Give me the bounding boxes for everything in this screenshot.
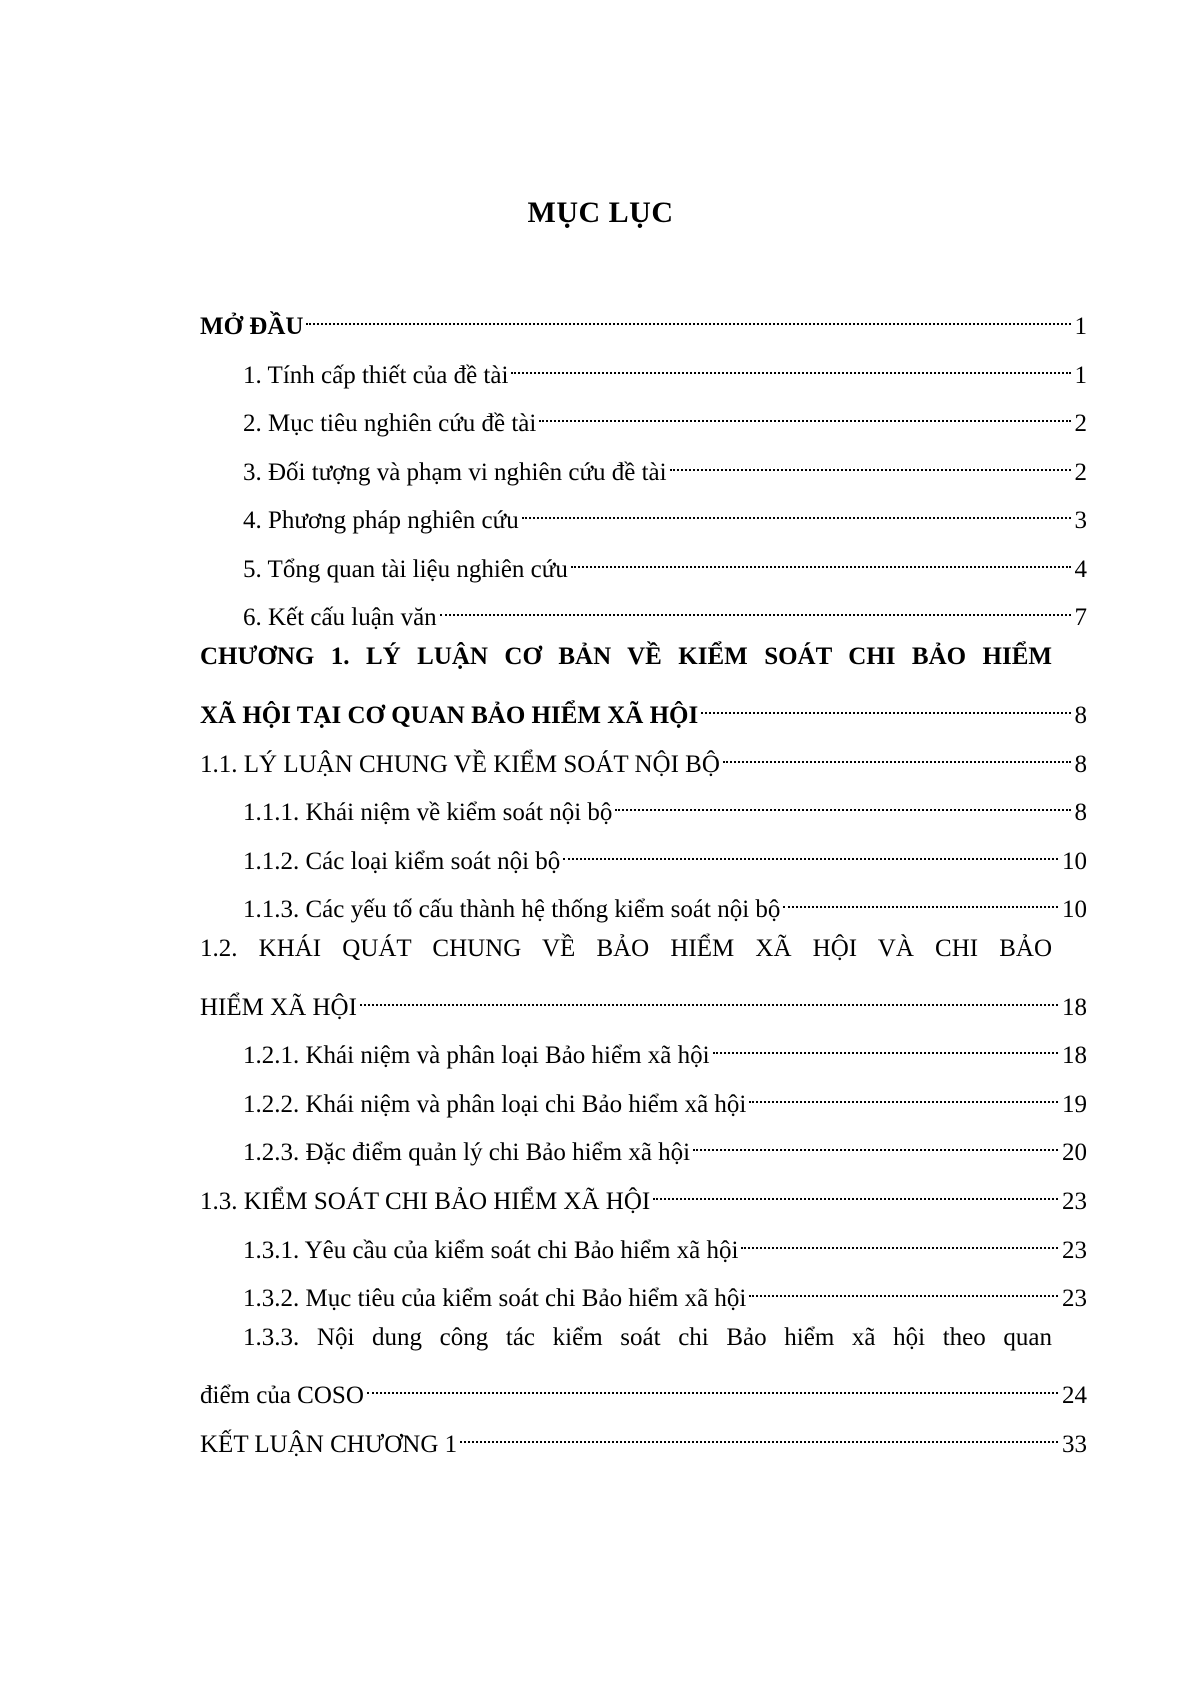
toc-entry-label: 5. Tổng quan tài liệu nghiên cứu — [243, 556, 568, 583]
toc-entry-mo-dau[interactable] — [200, 300, 1087, 340]
toc-page-number: 2 — [1074, 410, 1087, 437]
toc-entry-label: KẾT LUẬN CHƯƠNG 1 — [200, 1431, 458, 1458]
toc-entry-1-1-2[interactable] — [243, 835, 1087, 875]
toc-page-number: 1 — [1074, 313, 1087, 340]
toc-entry-label: 3. Đối tượng và phạm vi nghiên cứu đề tài — [243, 459, 667, 486]
dot-leader — [783, 883, 1058, 917]
toc-page-number: 24 — [1062, 1382, 1087, 1409]
toc-entry-label: 1.2.2. Khái niệm và phân loại chi Bảo hiểm xã hội — [243, 1091, 747, 1118]
toc-entry-1-3[interactable] — [200, 1175, 1087, 1215]
toc-entry-label: HIỂM XÃ HỘI — [200, 994, 357, 1021]
toc-entry-label: XÃ HỘI TẠI CƠ QUAN BẢO HIỂM XÃ HỘI — [200, 702, 699, 729]
toc-page-number: 23 — [1062, 1285, 1087, 1312]
toc-entry-1-2[interactable] — [200, 981, 1087, 1021]
toc-entry-6[interactable] — [243, 591, 1087, 631]
toc-entry-label: 1.1. LÝ LUẬN CHUNG VỀ KIỂM SOÁT NỘI BỘ — [200, 751, 720, 778]
toc-entry-ket-luan-chuong-1[interactable] — [200, 1418, 1087, 1458]
toc-entry-1-2-1[interactable] — [243, 1029, 1087, 1069]
toc-entry-label: 1.3. KIỂM SOÁT CHI BẢO HIỂM XÃ HỘI — [200, 1188, 651, 1215]
toc-entry-1-3-3[interactable] — [200, 1369, 1087, 1409]
toc-page-number: 23 — [1062, 1237, 1087, 1264]
toc-page-number: 19 — [1062, 1091, 1087, 1118]
toc-entry-4[interactable] — [243, 494, 1087, 534]
toc-entry-label: 2. Mục tiêu nghiên cứu đề tài — [243, 410, 537, 437]
toc-entry-1-1-3[interactable] — [243, 883, 1087, 923]
toc-entry-label: 1.2.1. Khái niệm và phân loại Bảo hiểm xã hội — [243, 1042, 710, 1069]
dot-leader — [653, 1175, 1058, 1209]
toc-entry-label: điểm của COSO — [200, 1382, 364, 1409]
dot-leader — [571, 543, 1071, 577]
dot-leader — [522, 494, 1071, 528]
dot-leader — [440, 591, 1071, 625]
toc-entry-1-2-line1[interactable]: 1.2. KHÁI QUÁT CHUNG VỀ BẢO HIỂM XÃ HỘI VÀ CHI BẢO — [200, 935, 1052, 962]
dot-leader — [360, 981, 1058, 1015]
toc-entry-label: MỞ ĐẦU — [200, 313, 304, 340]
toc-entry-label: 6. Kết cấu luận văn — [243, 604, 437, 631]
toc-page-number: 18 — [1062, 994, 1087, 1021]
toc-entry-1-1-1[interactable] — [243, 786, 1087, 826]
toc-entry-1-1[interactable] — [200, 738, 1087, 778]
dot-leader — [670, 446, 1071, 480]
toc-entry-label: 1.1.1. Khái niệm về kiểm soát nội bộ — [243, 799, 613, 826]
dot-leader — [539, 397, 1070, 431]
dot-leader — [511, 349, 1070, 383]
dot-leader — [563, 835, 1058, 869]
dot-leader — [713, 1029, 1058, 1063]
toc-entry-1-3-2[interactable] — [243, 1272, 1087, 1312]
toc-page-number: 8 — [1074, 751, 1087, 778]
dot-leader — [460, 1418, 1058, 1452]
toc-entry-2[interactable] — [243, 397, 1087, 437]
toc-entry-1-2-3[interactable] — [243, 1126, 1087, 1166]
toc-entry-label: 1.1.2. Các loại kiểm soát nội bộ — [243, 848, 561, 875]
toc-entry-1-3-3-line1[interactable]: 1.3.3. Nội dung công tác kiểm soát chi Bảo hiểm xã hội theo quan — [243, 1324, 1052, 1351]
dot-leader — [306, 300, 1070, 334]
dot-leader — [367, 1369, 1058, 1403]
toc-page-number: 2 — [1074, 459, 1087, 486]
toc-entry-5[interactable] — [243, 543, 1087, 583]
toc-page-number: 8 — [1074, 702, 1087, 729]
toc-entry-label: 1.2.3. Đặc điểm quản lý chi Bảo hiểm xã hội — [243, 1139, 691, 1166]
dot-leader — [701, 689, 1070, 723]
dot-leader — [741, 1224, 1058, 1258]
dot-leader — [749, 1078, 1058, 1112]
toc-page-number: 4 — [1074, 556, 1087, 583]
toc-entry-3[interactable] — [243, 446, 1087, 486]
toc-entry-1-2-2[interactable] — [243, 1078, 1087, 1118]
toc-page-number: 23 — [1062, 1188, 1087, 1215]
dot-leader — [723, 738, 1071, 772]
toc-entry-label: 1.3.2. Mục tiêu của kiểm soát chi Bảo hiểm xã hội — [243, 1285, 747, 1312]
toc-page-number: 1 — [1074, 362, 1087, 389]
toc-entry-label: 1.3.1. Yêu cầu của kiểm soát chi Bảo hiểm xã hội — [243, 1237, 739, 1264]
toc-entry-1-3-1[interactable] — [243, 1224, 1087, 1264]
toc-page-number: 7 — [1074, 604, 1087, 631]
toc-page-number: 3 — [1074, 507, 1087, 534]
toc-entry-label: 4. Phương pháp nghiên cứu — [243, 507, 519, 534]
toc-page-number: 8 — [1074, 799, 1087, 826]
toc-page-number: 18 — [1062, 1042, 1087, 1069]
dot-leader — [749, 1272, 1058, 1306]
toc-entry-label: 1. Tính cấp thiết của đề tài — [243, 362, 509, 389]
toc-entry-chapter-1[interactable] — [200, 689, 1087, 729]
toc-entry-chapter-1-line1[interactable]: CHƯƠNG 1. LÝ LUẬN CƠ BẢN VỀ KIỂM SOÁT CHI BẢO HIỂM — [200, 643, 1052, 670]
dot-leader — [693, 1126, 1058, 1160]
toc-entry-1[interactable] — [243, 349, 1087, 389]
toc-page-number: 10 — [1062, 848, 1087, 875]
toc-entry-label: 1.1.3. Các yếu tố cấu thành hệ thống kiểm soát nội bộ — [243, 896, 781, 923]
dot-leader — [615, 786, 1070, 820]
toc-page-number: 20 — [1062, 1139, 1087, 1166]
toc-page-number: 33 — [1062, 1431, 1087, 1458]
toc-page-number: 10 — [1062, 896, 1087, 923]
toc-title: MỤC LỤC — [527, 196, 674, 229]
